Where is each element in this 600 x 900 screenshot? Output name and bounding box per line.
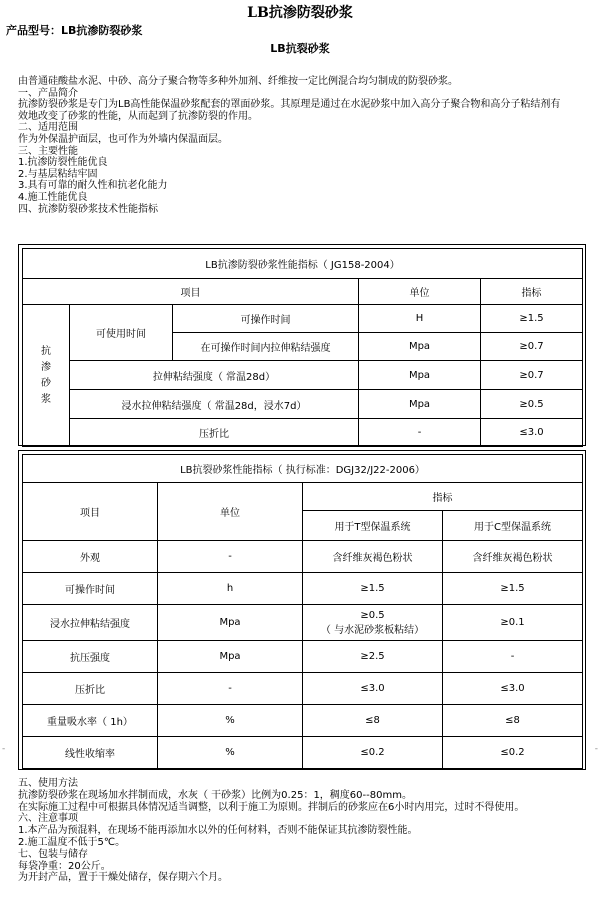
table2-row-unit: - (158, 673, 303, 705)
table2-row-t: ≤8 (303, 705, 443, 737)
table2-row-unit: Mpa (158, 605, 303, 641)
table-row (23, 390, 583, 419)
table2-row-t-note: （ 与水泥砂浆板粘结） (320, 624, 425, 636)
table1-row-unit: Mpa (359, 333, 481, 361)
table2-header-item: 项目 (23, 483, 158, 541)
table2-row-t: ≥0.5 (360, 609, 385, 621)
table-row (23, 573, 583, 605)
table-row (23, 737, 583, 769)
intro-line: 抗渗防裂砂浆是专门为LB高性能保温砂浆配套的罩面砂浆。其原理是通过在水泥砂浆中加入高分子聚合物和高分子粘结剂有 (18, 99, 561, 111)
table2-row-t-cell (303, 605, 443, 641)
footer-line: 六、注意事项 (18, 813, 78, 825)
table2-row-t: ≤3.0 (303, 673, 443, 705)
table2-row-item: 可操作时间 (23, 573, 158, 605)
table-row (23, 641, 583, 673)
table2-caption: LB抗裂砂浆性能指标（ 执行标准：DGJ32/J22-2006） (23, 455, 583, 483)
table1-header-item: 项目 (23, 279, 359, 305)
edge-mark-left: - (2, 744, 6, 754)
table1-row-unit: Mpa (359, 361, 481, 390)
edge-mark-right: - (594, 744, 598, 754)
intro-line: 二、适用范围 (18, 122, 78, 134)
table2-row-item: 重量吸水率（ 1h） (23, 705, 158, 737)
table2-row-t: ≤0.2 (303, 737, 443, 769)
table1-row-item: 浸水拉伸粘结强度（ 常温28d，浸水7d） (70, 390, 359, 419)
table-row (23, 305, 583, 333)
table2-row-item: 线性收缩率 (23, 737, 158, 769)
table2-row-c: ≥1.5 (443, 573, 583, 605)
side-label-char: 渗 (41, 361, 51, 373)
table1-row-unit: - (359, 419, 481, 447)
table2-header-t-system: 用于T型保温系统 (303, 511, 443, 541)
table1-row-item: 压折比 (70, 419, 359, 447)
table2-row-item: 外观 (23, 541, 158, 573)
table1-row-value: ≤3.0 (481, 419, 583, 447)
table2-row-c: ≤8 (443, 705, 583, 737)
table-row (23, 541, 583, 573)
table1-caption: LB抗渗防裂砂浆性能指标（ JG158-2004） (23, 249, 583, 279)
table2-row-c: 含纤维灰褐色粉状 (443, 541, 583, 573)
table2-row-unit: % (158, 705, 303, 737)
intro-line: 3.具有可靠的耐久性和抗老化能力 (18, 180, 168, 192)
table2-header-index: 指标 (303, 483, 583, 511)
table2-row-unit: h (158, 573, 303, 605)
intro-line: 2.与基层粘结牢固 (18, 168, 98, 180)
table1-row-item: 拉伸粘结强度（ 常温28d） (70, 361, 359, 390)
table2-row-unit: % (158, 737, 303, 769)
footer-line: 为开封产品，置于干燥处储存，保存期六个月。 (18, 872, 228, 884)
intro-line: 四、抗渗防裂砂浆技术性能指标 (18, 203, 158, 215)
table2-row-t: ≥1.5 (303, 573, 443, 605)
intro-line: 效地改变了砂浆的性能，从而起到了抗渗防裂的作用。 (18, 110, 258, 122)
table2-frame (18, 450, 586, 770)
footer-line: 在实际施工过程中可根据具体情况适当调整，以利于施工为原则。拌制后的砂浆应在6小时内用完，过时不得使用。 (18, 801, 525, 813)
table2-row-item: 浸水拉伸粘结强度 (23, 605, 158, 641)
table-row (23, 673, 583, 705)
table1-row-unit: Mpa (359, 390, 481, 419)
table2 (22, 454, 583, 769)
table1-header-index: 指标 (481, 279, 583, 305)
footer-line: 抗渗防裂砂浆在现场加水拌制而成，水灰（ 干砂浆）比例为0.25：1，稠度60--80mm。 (18, 789, 412, 801)
table-row (23, 705, 583, 737)
intro-line: 一、产品简介 (18, 87, 78, 99)
intro-line: 三、主要性能 (18, 145, 78, 157)
table2-row-item: 压折比 (23, 673, 158, 705)
table1-row-item: 在可操作时间内拉伸粘结强度 (173, 333, 359, 361)
table-row (23, 419, 583, 447)
table2-header-unit: 单位 (158, 483, 303, 541)
table2-row-item: 抗压强度 (23, 641, 158, 673)
table1-row-item: 可操作时间 (173, 305, 359, 333)
footer-line: 七、包装与储存 (18, 848, 88, 860)
table1-row-value: ≥1.5 (481, 305, 583, 333)
footer-line: 五、使用方法 (18, 778, 78, 789)
table2-row-c: ≤0.2 (443, 737, 583, 769)
footer-line: 2.施工温度不低于5℃。 (18, 836, 126, 848)
table1-row-value: ≥0.7 (481, 333, 583, 361)
table2-row-unit: Mpa (158, 641, 303, 673)
footer-line: 每袋净重：20公斤。 (18, 860, 111, 872)
table1-side-label (23, 305, 70, 447)
table2-row-c: ≤3.0 (443, 673, 583, 705)
intro-line: 4.施工性能优良 (18, 191, 88, 203)
intro-line: 作为外保温护面层，也可作为外墙内保温面层。 (18, 133, 228, 145)
table2-row-c: - (443, 641, 583, 673)
table1-frame (18, 244, 586, 446)
table2-row-c: ≥0.1 (443, 605, 583, 641)
table-row (23, 361, 583, 390)
table-row (23, 605, 583, 641)
table1-group-label: 可使用时间 (70, 305, 173, 361)
side-label-char: 浆 (41, 393, 51, 405)
table1-header-unit: 单位 (359, 279, 481, 305)
table1-row-value: ≥0.5 (481, 390, 583, 419)
intro-section (18, 76, 588, 215)
side-label-char: 抗 (41, 345, 51, 357)
table1 (22, 248, 583, 447)
table1-row-unit: H (359, 305, 481, 333)
table2-row-unit: - (158, 541, 303, 573)
intro-line: 由普通硅酸盐水泥、中砂、高分子聚合物等多种外加剂、纤维按一定比例混合均匀制成的防裂砂浆。 (18, 76, 458, 87)
table2-row-t: 含纤维灰褐色粉状 (303, 541, 443, 573)
page-title: LB抗渗防裂砂浆 (247, 5, 353, 21)
page-subtitle: LB抗裂砂浆 (270, 42, 330, 55)
table1-row-value: ≥0.7 (481, 361, 583, 390)
footer-line: 1.本产品为预混料，在现场不能再添加水以外的任何材料，否则不能保证其抗渗防裂性能。 (18, 825, 418, 837)
table2-row-t: ≥2.5 (303, 641, 443, 673)
product-model-line: 产品型号：LB抗渗防裂砂浆 (6, 24, 143, 37)
side-label-char: 砂 (41, 377, 51, 389)
usage-section (18, 778, 588, 884)
table2-header-c-system: 用于C型保温系统 (443, 511, 583, 541)
intro-line: 1.抗渗防裂性能优良 (18, 157, 108, 169)
